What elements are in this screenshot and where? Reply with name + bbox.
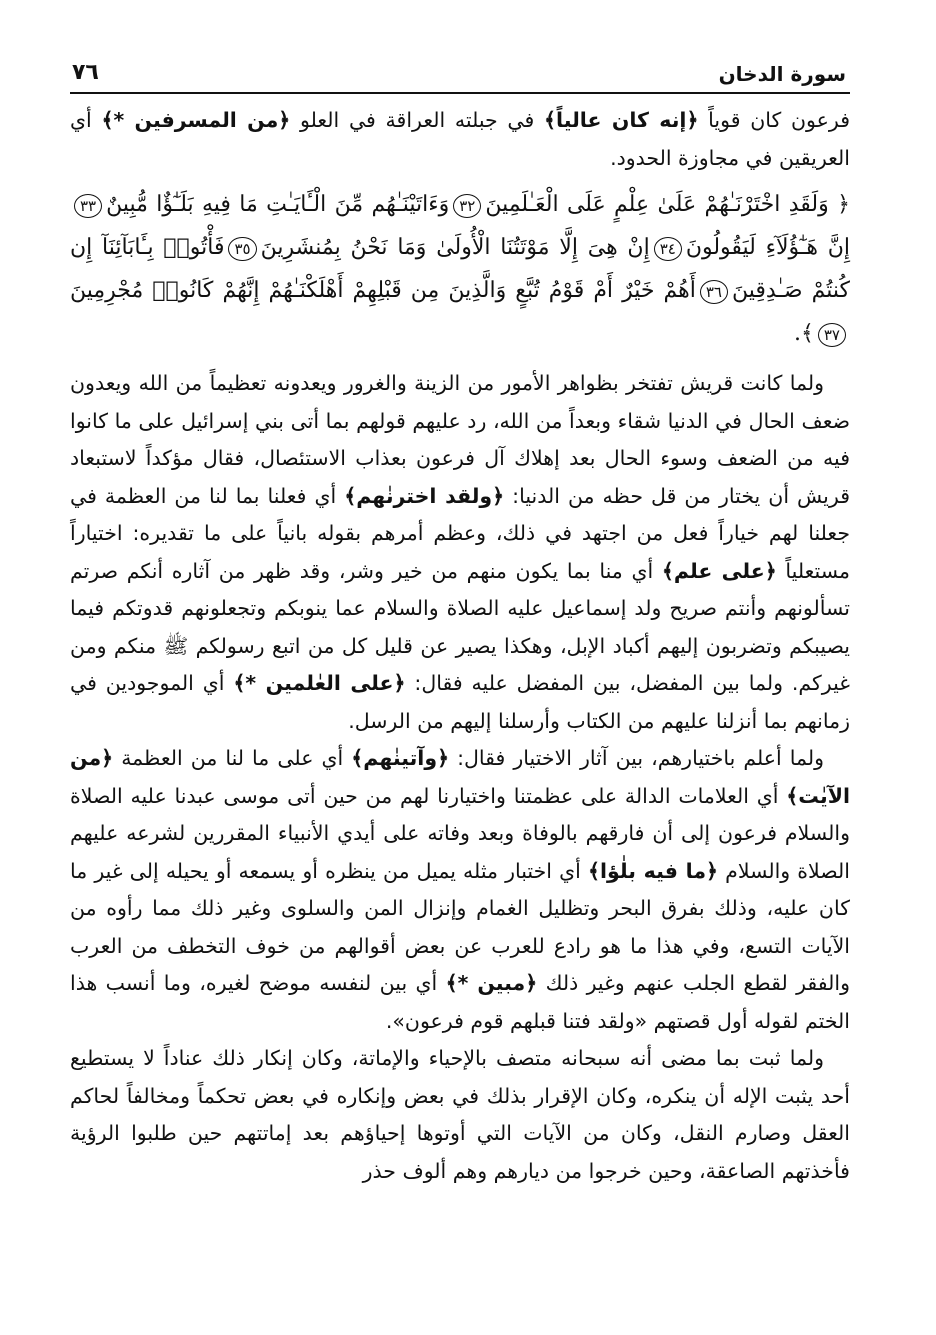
surah-title: سورة الدخان (718, 62, 846, 86)
ayah-number: ٣٦ (700, 280, 728, 304)
page-body (70, 102, 850, 1190)
text-run: أي الموجودين في زمانهم بما أنزلنا عليهم من الكتاب وأرسلنا إليهم من الرسل. (70, 671, 850, 733)
quoted-phrase: ﴿وآتينٰهم﴾ (351, 746, 450, 770)
ayah-number: ٣٥ (228, 237, 256, 261)
verse-text: فَأْتُوا۟ بِـَٔابَآئِنَآ إِن كُنتُمْ صَـٰدِقِينَ (70, 235, 850, 303)
text-run: في جبلته العراقة في العلو (290, 108, 545, 132)
paragraph-4 (70, 1040, 850, 1190)
ayah-number: ٣٣ (74, 194, 102, 218)
quoted-phrase: ﴿على العٰلمين *﴾ (233, 671, 406, 695)
quoted-phrase: ﴿ما فيه بلٰؤا﴾ (587, 858, 719, 883)
text-run: أي اختبار مثله يميل من ينظره أو يسمعه أو يحيله إلى غير ما كان عليه، وذلك بفرق البحر وتظليل الغمام وإنزال المن والسلوى وغير ذلك مما رأوه من الآيات التسع، وفي هذا ما هو رادع للعرب عن بعض أقوالهم من خوف التخطف من العرب والفقر لقطع الجلب عنهم وغير ذلك (70, 858, 850, 995)
quoted-phrase: ﴿إنه كان عالياً﴾ (544, 108, 699, 132)
ayah-number: ٣٤ (654, 237, 682, 261)
quoted-phrase: ﴿مبين *﴾ (445, 971, 538, 995)
quoted-phrase: ﴿من المسرفين *﴾ (101, 108, 291, 132)
paragraph-3 (70, 740, 850, 1040)
text-run: أي على ما لنا من العظمة (113, 746, 352, 770)
text-run: أي العريقين في مجاوزة الحدود. (70, 108, 850, 170)
page-number: ٧٦ (72, 60, 99, 85)
text-run: ولما كانت قريش تفتخر بظواهر الأمور من الزينة والغرور ويعدونه تعظيماً من الله ويعدون ضعف الحال في الدنيا شقاء وبعداً من الله، رد عليهم قولهم بما أتى بني إسرائيل على ما كانوا فيه من الضعف وسوء الحال بعد إهلاك آل فرعون بعذاب الاستئصال، فقال مؤكداً لاستبعاد قريش أن يختار من قل حظه من الدنيا: (70, 371, 850, 508)
verse-text: ﴿ وَلَقَدِ اخْتَرْنَـٰهُمْ عَلَىٰ عِلْمٍ عَلَى الْعَـٰلَمِينَ (485, 192, 850, 217)
quran-verses (70, 183, 850, 355)
text-run: ولما أعلم باختيارهم، بين آثار الاختيار فقال: (449, 746, 824, 770)
text-run: ولما ثبت بما مضى أنه سبحانه متصف بالإحياء والإماتة، وكان إنكار ذلك عناداً لا يستطيع أحد يثبت الإله أن ينكره، وكان الإقرار بذلك في بعض وإنكاره في بعض تحكماً ومخالفاً لحاكم العقل وصارم النقل، وكان من الآيات التي أوتوها إحياؤهم بعد إماتتهم حين طلبوا الرؤية فأخذتهم الصاعقة، وحين خرجوا من ديارهم وهم ألوف حذر (70, 1046, 850, 1183)
paragraph-2 (70, 365, 850, 740)
quoted-phrase: ﴿من الآيٰت﴾ (70, 746, 850, 808)
text-run: أي بين لنفسه موضح لغيره، وما أنسب هذا الختم لقوله أول قصتهم «ولقد فتنا قبلهم قوم فرعون». (70, 971, 850, 1033)
ayah-number: ٣٢ (453, 194, 481, 218)
book-page (70, 58, 850, 1190)
page-header (70, 58, 850, 94)
text-run: فرعون كان قوياً (698, 108, 850, 132)
text-run: أي فعلنا بما لنا من العظمة في جعلنا لهم خياراً فعل من اجتهد في ذلك، وعظم أمرهم بقوله بانياً على ما تقديره: اختياراً مستعلياً (70, 483, 850, 583)
ayah-number: ٣٧ (818, 323, 846, 347)
quoted-phrase: ﴿ولقد اخترنٰهم﴾ (344, 483, 505, 508)
quoted-phrase: ﴿على علم﴾ (661, 558, 777, 583)
verse-text: أَهُمْ خَيْرٌ أَمْ قَوْمُ تُبَّعٍ وَالَّذِينَ مِن قَبْلِهِمْ أَهْلَكْنَـٰهُمْ إِنَّهُمْ كَانُوا۟ مُجْرِمِينَ (70, 278, 696, 303)
verse-text: إِنَّ هَـٰٓؤُلَآءِ لَيَقُولُونَ (685, 235, 850, 260)
verse-end: ﴾. (793, 321, 814, 346)
text-run: أي العلامات الدالة على عظمتنا واختيارنا لهم من حين أتى موسى عبدنا عليه الصلاة والسلام فرعون إلى أن فارقهم بالوفاة وبعد وفاته على أيدي الأنبياء المقررين لشرعه عليهم الصلاة والسلام (70, 783, 851, 883)
paragraph-1 (70, 102, 850, 177)
verse-text: إِنْ هِىَ إِلَّا مَوْتَتُنَا الْأُولَىٰ وَمَا نَحْنُ بِمُنشَرِينَ (260, 235, 650, 260)
verse-text: وَءَاتَيْنَـٰهُم مِّنَ الْـَٔايَـٰتِ مَا فِيهِ بَلَـٰٓؤٌا مُّبِينٌ (106, 192, 450, 217)
text-run: أي منا بما يكون منهم من خير وشر، وقد ظهر من آثاره أنكم صرتم تسألونهم وأنتم صريح ولد إسماعيل عليه الصلاة والسلام عما ينوبكم وتجعلونهم قدوتكم فيما يصيبكم وتضربون إليهم أكباد الإبل، وهكذا يصير عن قليل كل من اتبع رسولكم ﷺ منكم ومن غيركم. ولما بين المفضل، بين المفضل عليه فقال: (70, 558, 850, 695)
